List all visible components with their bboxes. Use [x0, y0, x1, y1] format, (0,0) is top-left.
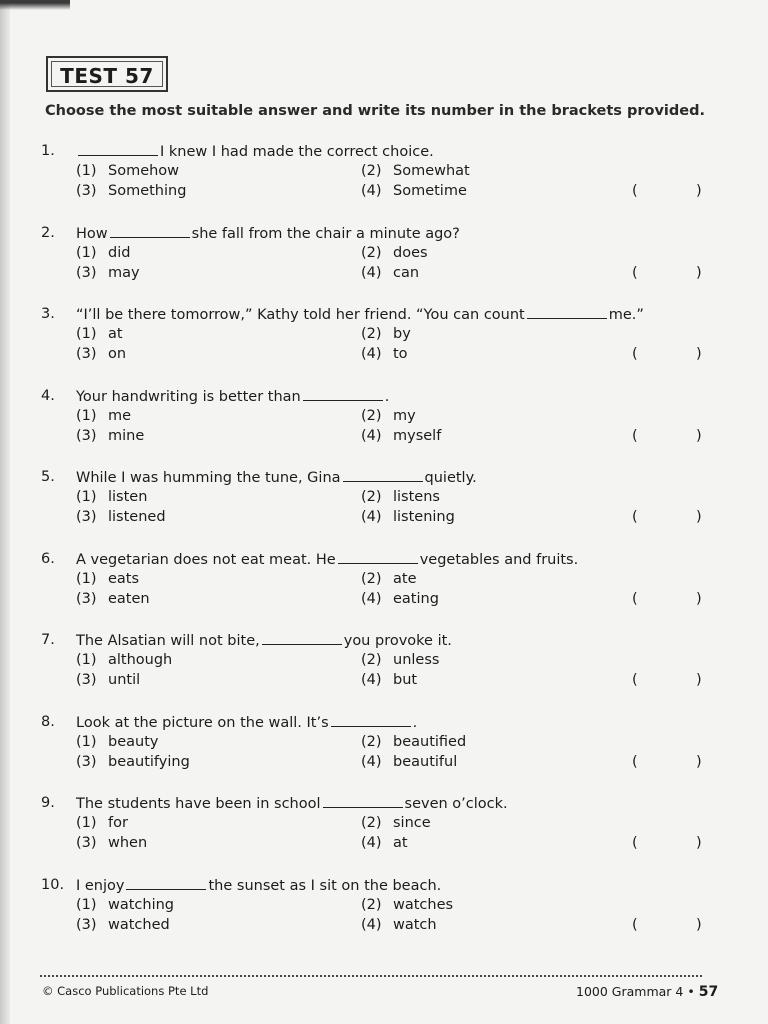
stem-text-after: you provoke it.	[343, 633, 452, 649]
option-number: (4)	[361, 264, 382, 281]
stem-text-after: quietly.	[424, 470, 477, 486]
option-text: Somewhat	[393, 163, 470, 179]
option-4	[361, 917, 437, 933]
question-item	[0, 225, 768, 305]
answer-blank	[338, 551, 418, 564]
question-item	[0, 551, 768, 631]
answer-bracket-close: )	[696, 753, 702, 770]
option-text: when	[108, 835, 148, 851]
answer-bracket-close: )	[696, 509, 702, 525]
stem-text-after: seven o’clock.	[404, 796, 508, 812]
option-text: can	[393, 264, 420, 281]
option-text: although	[108, 652, 173, 668]
option-text: ate	[393, 570, 417, 587]
option-number: (1)	[76, 407, 97, 424]
question-item	[0, 306, 768, 386]
stem-text-after: .	[412, 714, 418, 731]
option-4	[361, 265, 419, 281]
answer-blank	[331, 714, 411, 727]
answer-blank	[262, 632, 342, 645]
question-number: 1.	[41, 143, 55, 159]
option-2	[361, 408, 416, 424]
question-stem	[76, 551, 578, 568]
option-text: to	[393, 346, 408, 362]
option-text: unless	[393, 652, 440, 668]
option-text: since	[393, 815, 431, 831]
option-number: (2)	[361, 733, 382, 750]
footer-book-page	[576, 984, 718, 1000]
option-text: on	[108, 346, 127, 362]
stem-text-before: Look at the picture on the wall. It’s	[76, 714, 329, 731]
option-4	[361, 835, 408, 851]
question-item	[0, 469, 768, 549]
option-3	[76, 183, 186, 199]
answer-blank	[78, 143, 158, 156]
question-number: 3.	[41, 306, 55, 322]
option-number: (4)	[361, 427, 382, 444]
option-number: (3)	[76, 509, 97, 525]
question-stem	[76, 795, 508, 812]
option-text: watch	[393, 916, 437, 933]
question-stem	[76, 877, 441, 894]
option-1	[76, 734, 158, 750]
option-number: (2)	[361, 489, 382, 505]
answer-bracket-open: (	[632, 346, 638, 362]
option-text: at	[108, 326, 123, 342]
answer-bracket-open: (	[632, 509, 638, 525]
answer-bracket-close: )	[696, 916, 702, 933]
option-number: (4)	[361, 509, 382, 525]
option-4	[361, 346, 408, 362]
option-1	[76, 408, 131, 424]
stem-text-after: she fall from the chair a minute ago?	[191, 225, 460, 242]
question-number: 4.	[41, 387, 55, 404]
answer-bracket-open: (	[632, 916, 638, 933]
option-number: (3)	[76, 346, 97, 362]
stem-text-before: A vegetarian does not eat meat. He	[76, 551, 336, 568]
answer-bracket-close: )	[696, 672, 702, 688]
stem-text-after: I knew I had made the correct choice.	[160, 144, 434, 160]
option-text: eaten	[108, 590, 150, 607]
option-3	[76, 754, 190, 770]
answer-blank	[343, 469, 423, 482]
question-item	[0, 714, 768, 794]
answer-bracket-open: (	[632, 835, 638, 851]
answer-bracket-close: )	[696, 590, 702, 607]
stem-text-after: me.”	[608, 307, 644, 323]
option-number: (2)	[361, 163, 382, 179]
option-number: (2)	[361, 244, 382, 261]
question-number: 5.	[41, 469, 55, 485]
stem-text-before: I enjoy	[76, 877, 125, 894]
option-number: (2)	[361, 815, 382, 831]
answer-bracket-open: (	[632, 264, 638, 281]
option-3	[76, 428, 144, 444]
option-text: watched	[108, 916, 170, 933]
corner-scan-mark	[0, 0, 70, 10]
stem-text-before: “I’ll be there tomorrow,” Kathy told her friend. “You can count	[76, 307, 525, 323]
option-text: mine	[108, 427, 145, 444]
stem-text-before: The students have been in school	[76, 796, 321, 812]
question-stem	[76, 143, 434, 160]
option-text: Something	[108, 183, 187, 199]
option-1	[76, 489, 147, 505]
question-number: 2.	[41, 224, 55, 241]
question-stem	[76, 306, 644, 323]
option-number: (1)	[76, 896, 97, 913]
answer-blank	[303, 388, 383, 401]
answer-bracket-open: (	[632, 427, 638, 444]
answer-bracket-close: )	[696, 427, 702, 444]
answer-blank	[527, 306, 607, 319]
question-stem	[76, 225, 460, 242]
question-item	[0, 388, 768, 468]
stem-text-before: While I was humming the tune, Gina	[76, 470, 341, 486]
option-text: listened	[108, 509, 166, 525]
option-text: eating	[393, 590, 439, 607]
option-text: listening	[393, 509, 455, 525]
option-2	[361, 163, 470, 179]
option-number: (2)	[361, 570, 382, 587]
option-4	[361, 428, 441, 444]
option-2	[361, 897, 453, 913]
option-text: beauty	[108, 733, 159, 750]
option-number: (2)	[361, 896, 382, 913]
option-number: (4)	[361, 753, 382, 770]
book-title: 1000 Grammar 4	[576, 984, 684, 999]
answer-bracket-close: )	[696, 183, 702, 199]
option-1	[76, 326, 123, 342]
option-2	[361, 652, 439, 668]
stem-text-before: Your handwriting is better than	[76, 388, 301, 405]
option-3	[76, 509, 166, 525]
test-title-box	[46, 56, 168, 92]
question-number: 10.	[41, 876, 65, 893]
question-stem	[76, 388, 389, 405]
option-number: (3)	[76, 835, 97, 851]
stem-text-before: The Alsatian will not bite,	[76, 633, 260, 649]
option-text: by	[393, 326, 411, 342]
option-text: listen	[108, 489, 148, 505]
option-2	[361, 245, 428, 261]
option-number: (1)	[76, 733, 97, 750]
stem-text-before: How	[76, 225, 108, 242]
option-number: (1)	[76, 652, 97, 668]
option-text: beautiful	[393, 753, 458, 770]
stem-text-after: .	[384, 388, 390, 405]
option-4	[361, 591, 439, 607]
option-text: Sometime	[393, 183, 467, 199]
question-number: 9.	[41, 795, 55, 811]
option-text: did	[108, 244, 131, 261]
option-2	[361, 734, 466, 750]
option-number: (4)	[361, 916, 382, 933]
option-2	[361, 489, 440, 505]
option-number: (4)	[361, 672, 382, 688]
option-3	[76, 346, 126, 362]
question-item	[0, 632, 768, 712]
option-1	[76, 652, 172, 668]
option-number: (4)	[361, 590, 382, 607]
answer-blank	[323, 795, 403, 808]
answer-blank	[110, 225, 190, 238]
option-3	[76, 672, 140, 688]
question-number: 6.	[41, 550, 55, 567]
option-3	[76, 917, 170, 933]
question-item	[0, 877, 768, 957]
option-text: beautifying	[108, 753, 190, 770]
option-number: (3)	[76, 264, 97, 281]
footer-copyright: © Casco Publications Pte Ltd	[42, 984, 209, 998]
option-number: (3)	[76, 427, 97, 444]
option-text: me	[108, 407, 132, 424]
answer-bracket-open: (	[632, 183, 638, 199]
option-number: (2)	[361, 407, 382, 424]
question-number: 8.	[41, 713, 55, 730]
option-text: Somehow	[108, 163, 180, 179]
option-number: (4)	[361, 835, 382, 851]
option-4	[361, 183, 467, 199]
option-number: (1)	[76, 326, 97, 342]
option-text: beautified	[393, 733, 467, 750]
option-number: (3)	[76, 916, 97, 933]
question-stem	[76, 632, 452, 649]
question-stem	[76, 469, 477, 486]
option-number: (3)	[76, 753, 97, 770]
option-text: watching	[108, 896, 175, 913]
option-4	[361, 754, 457, 770]
footer-divider	[40, 975, 702, 977]
option-number: (1)	[76, 244, 97, 261]
option-number: (4)	[361, 346, 382, 362]
option-number: (2)	[361, 326, 382, 342]
option-1	[76, 897, 174, 913]
answer-blank	[126, 877, 206, 890]
option-number: (1)	[76, 570, 97, 587]
question-item	[0, 795, 768, 875]
stem-text-after: the sunset as I sit on the beach.	[208, 877, 442, 894]
answer-bracket-close: )	[696, 264, 702, 281]
option-1	[76, 245, 130, 261]
option-1	[76, 571, 139, 587]
option-1	[76, 815, 128, 831]
option-text: at	[393, 835, 408, 851]
option-text: eats	[108, 570, 140, 587]
option-3	[76, 591, 150, 607]
option-2	[361, 815, 431, 831]
option-text: does	[393, 244, 428, 261]
option-number: (1)	[76, 489, 97, 505]
footer-separator: •	[687, 984, 695, 999]
option-text: my	[393, 407, 416, 424]
option-text: but	[393, 672, 418, 688]
question-number: 7.	[41, 632, 55, 648]
option-1	[76, 163, 179, 179]
option-2	[361, 326, 411, 342]
option-text: watches	[393, 896, 454, 913]
option-text: listens	[393, 489, 440, 505]
stem-text-after: vegetables and fruits.	[419, 551, 579, 568]
option-4	[361, 509, 455, 525]
option-3	[76, 835, 147, 851]
option-number: (3)	[76, 590, 97, 607]
instruction: Choose the most suitable answer and write its number in the brackets provided.	[45, 103, 705, 119]
option-text: until	[108, 672, 141, 688]
answer-bracket-close: )	[696, 835, 702, 851]
option-4	[361, 672, 417, 688]
option-3	[76, 265, 140, 281]
question-stem	[76, 714, 417, 731]
option-2	[361, 571, 417, 587]
option-number: (4)	[361, 183, 382, 199]
page-number: 57	[698, 984, 719, 1000]
test-title: TEST 57	[60, 64, 154, 88]
question-item	[0, 143, 768, 223]
option-number: (3)	[76, 672, 97, 688]
option-text: myself	[393, 427, 442, 444]
answer-bracket-close: )	[696, 346, 702, 362]
option-text: for	[108, 815, 128, 831]
option-number: (1)	[76, 815, 97, 831]
answer-bracket-open: (	[632, 753, 638, 770]
answer-bracket-open: (	[632, 590, 638, 607]
option-number: (1)	[76, 163, 97, 179]
option-text: may	[108, 264, 140, 281]
option-number: (3)	[76, 183, 97, 199]
option-number: (2)	[361, 652, 382, 668]
answer-bracket-open: (	[632, 672, 638, 688]
